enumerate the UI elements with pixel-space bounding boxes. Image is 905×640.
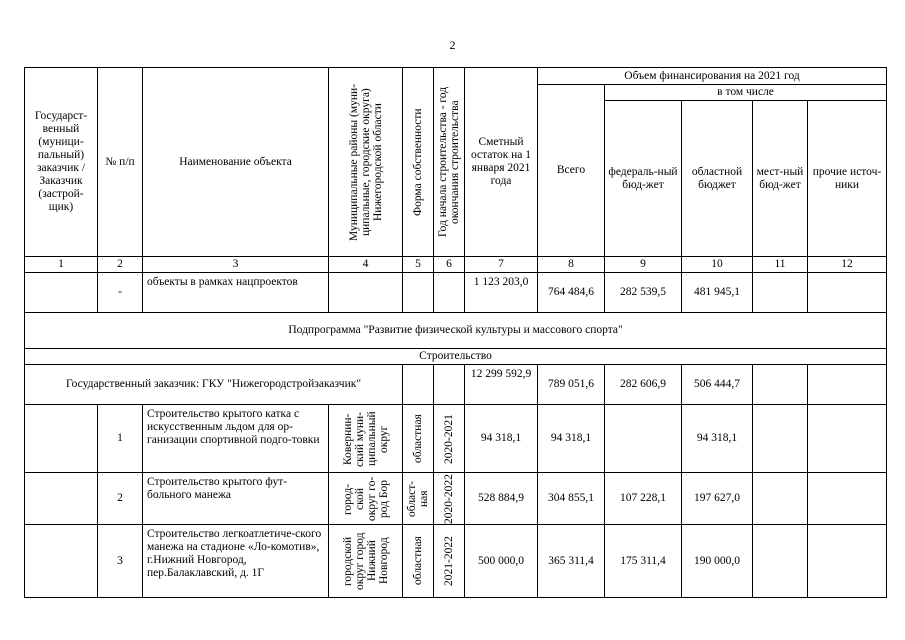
col-number: 1 (25, 257, 98, 273)
federal-value: 282 606,9 (605, 365, 682, 405)
header-including: в том числе (605, 85, 887, 101)
col-number: 9 (605, 257, 682, 273)
federal-value: 282 539,5 (605, 273, 682, 313)
object-name: Строительство крытого фут-больного манежа (143, 473, 329, 525)
col-number: 4 (329, 257, 403, 273)
column-numbers-row (25, 257, 887, 273)
total-value: 94 318,1 (538, 405, 605, 473)
col-number: 6 (434, 257, 465, 273)
header-districts: Муниципальные районы (муни-ципальные, городские округа) Нижегородской области (329, 68, 403, 257)
total-value: 365 311,4 (538, 525, 605, 598)
header-number: № п/п (98, 68, 143, 257)
section-title: Строительство (25, 349, 887, 365)
ownership: областная (403, 525, 434, 598)
header-local: мест-ный бюд-жет (753, 101, 808, 257)
row-number: 2 (98, 473, 143, 525)
district: городской округ город Нижний Новгород (329, 525, 403, 598)
header-other: прочие источ-ники (808, 101, 887, 257)
object-name: объекты в рамках нацпроектов (143, 273, 329, 313)
district: Ковернин-ский муни-ципальный округ (329, 405, 403, 473)
remainder-value: 94 318,1 (465, 405, 538, 473)
row-number: - (98, 273, 143, 313)
total-value: 789 051,6 (538, 365, 605, 405)
customer-name: Государственный заказчик: ГКУ "Нижегородстройзаказчик" (25, 365, 403, 405)
table-row (25, 365, 887, 405)
regional-value: 190 000,0 (682, 525, 753, 598)
total-value: 304 855,1 (538, 473, 605, 525)
object-name: Строительство крытого катка с искусственным льдом для ор-ганизации спортивной подго-товки (143, 405, 329, 473)
federal-value: 107 228,1 (605, 473, 682, 525)
object-name: Строительство легкоатлетиче-ского манежа на стадионе «Ло-комотив», г.Нижний Новгород, пер.Балаклавский, д. 1Г (143, 525, 329, 598)
header-financing: Объем финансирования на 2021 год (538, 68, 887, 85)
ownership: област-ная (403, 473, 434, 525)
header-ownership: Форма собственности (403, 68, 434, 257)
remainder-value: 500 000,0 (465, 525, 538, 598)
col-number: 11 (753, 257, 808, 273)
financing-table (24, 67, 887, 598)
years: 2020-2021 (434, 405, 465, 473)
header-total: Всего (538, 85, 605, 257)
regional-value: 94 318,1 (682, 405, 753, 473)
row-number: 3 (98, 525, 143, 598)
col-number: 12 (808, 257, 887, 273)
col-number: 5 (403, 257, 434, 273)
table-row (25, 473, 887, 525)
col-number: 8 (538, 257, 605, 273)
total-value: 764 484,6 (538, 273, 605, 313)
col-number: 10 (682, 257, 753, 273)
remainder-value: 12 299 592,9 (465, 365, 538, 405)
federal-value: 175 311,4 (605, 525, 682, 598)
years: 2020-2022 (434, 473, 465, 525)
header-object-name: Наименование объекта (143, 68, 329, 257)
header-remainder: Сметный остаток на 1 января 2021 года (465, 68, 538, 257)
col-number: 2 (98, 257, 143, 273)
table-row (25, 525, 887, 598)
row-number: 1 (98, 405, 143, 473)
regional-value: 481 945,1 (682, 273, 753, 313)
header-customer: Государст-венный (муници-пальный) заказчик / Заказчик (застрой-щик) (25, 68, 98, 257)
header-federal: федераль-ный бюд-жет (605, 101, 682, 257)
federal-value (605, 405, 682, 473)
col-number: 7 (465, 257, 538, 273)
page-number: 2 (449, 38, 456, 52)
ownership: областная (403, 405, 434, 473)
remainder-value: 1 123 203,0 (465, 273, 538, 313)
district: город-ской округ го-род Бор (329, 473, 403, 525)
regional-value: 506 444,7 (682, 365, 753, 405)
regional-value: 197 627,0 (682, 473, 753, 525)
col-number: 3 (143, 257, 329, 273)
remainder-value: 528 884,9 (465, 473, 538, 525)
header-regional: областной бюджет (682, 101, 753, 257)
table-row (25, 405, 887, 473)
years: 2021-2022 (434, 525, 465, 598)
subprogram-title: Подпрограмма "Развитие физической культуры и массового спорта" (25, 313, 887, 349)
table-row (25, 273, 887, 313)
header-years: Год начала строительства - год окончания строительства (434, 68, 465, 257)
